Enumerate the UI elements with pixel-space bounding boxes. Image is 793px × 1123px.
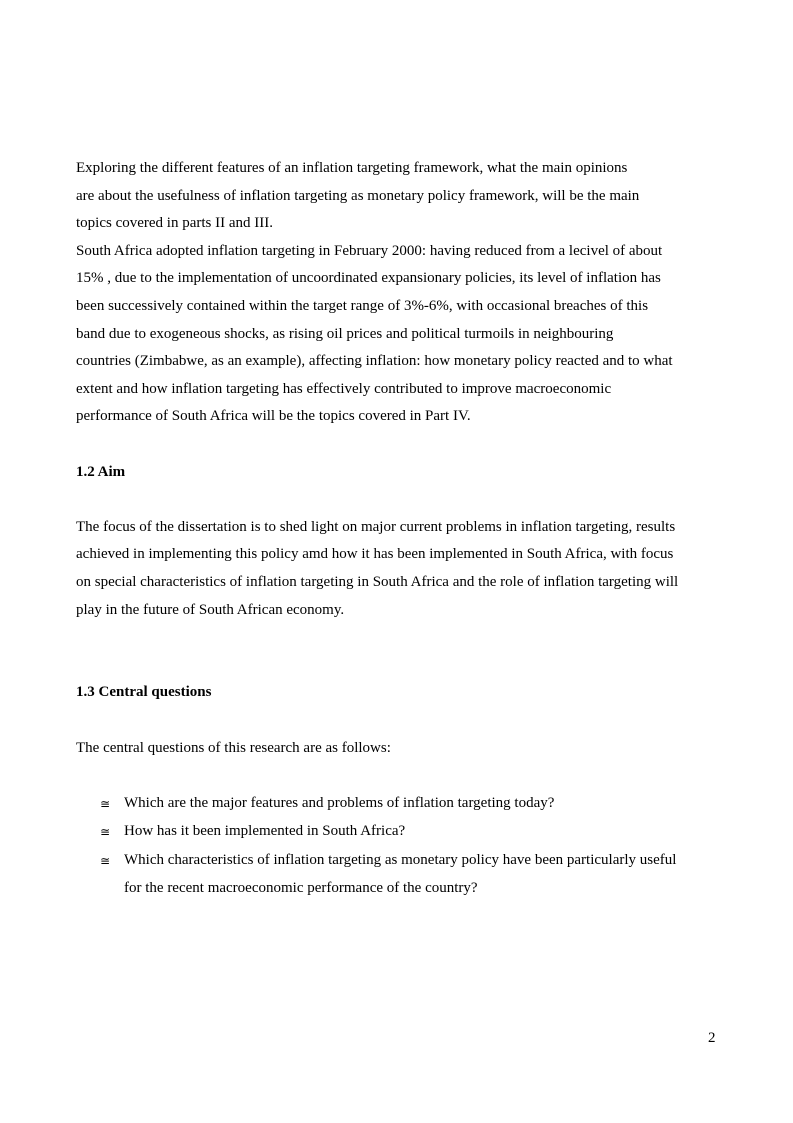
list-item-text: Which are the major features and problems of inflation targeting today? <box>124 795 555 811</box>
section-heading-central-questions: 1.3 Central questions <box>76 684 212 700</box>
section-heading-aim: 1.2 Aim <box>76 464 126 480</box>
paragraph-line: achieved in implementing this policy amd how it has been implemented in South Africa, with focus <box>76 546 674 562</box>
page-number: 2 <box>708 1030 716 1046</box>
paragraph-line: performance of South Africa will be the topics covered in Part IV. <box>76 408 471 424</box>
questions-intro: The central questions of this research are as follows: <box>76 740 391 756</box>
paragraph-line: topics covered in parts II and III. <box>76 215 274 231</box>
paragraph-line: 15% , due to the implementation of uncoordinated expansionary policies, its level of inflation has <box>76 270 661 286</box>
paragraph-line: Exploring the different features of an inflation targeting framework, what the main opinions <box>76 160 628 176</box>
paragraph-line: extent and how inflation targeting has effectively contributed to improve macroeconomic <box>76 381 612 397</box>
list-item-text: How has it been implemented in South Africa? <box>124 823 406 839</box>
paragraph-line: been successively contained within the target range of 3%-6%, with occasional breaches of this <box>76 298 649 314</box>
paragraph-line: play in the future of South African economy. <box>76 602 345 618</box>
list-item-text: Which characteristics of inflation targeting as monetary policy have been particularly useful <box>124 852 677 868</box>
paragraph-line: are about the usefulness of inflation targeting as monetary policy framework, will be the main <box>76 188 640 204</box>
list-item-text: for the recent macroeconomic performance of the country? <box>124 880 478 896</box>
paragraph-line: The focus of the dissertation is to shed light on major current problems in inflation targeting, results <box>76 519 676 535</box>
paragraph-line: band due to exogeneous shocks, as rising oil prices and political turmoils in neighbouring <box>76 326 614 342</box>
paragraph-line: on special characteristics of inflation targeting in South Africa and the role of inflation targeting will <box>76 574 679 590</box>
paragraph-line: countries (Zimbabwe, as an example), affecting inflation: how monetary policy reacted and to what <box>76 353 673 369</box>
bullet-icon: ≅ <box>100 797 111 811</box>
bullet-icon: ≅ <box>100 854 111 868</box>
paragraph-line: South Africa adopted inflation targeting in February 2000: having reduced from a lecivel of about <box>76 243 663 259</box>
bullet-icon: ≅ <box>100 825 111 839</box>
